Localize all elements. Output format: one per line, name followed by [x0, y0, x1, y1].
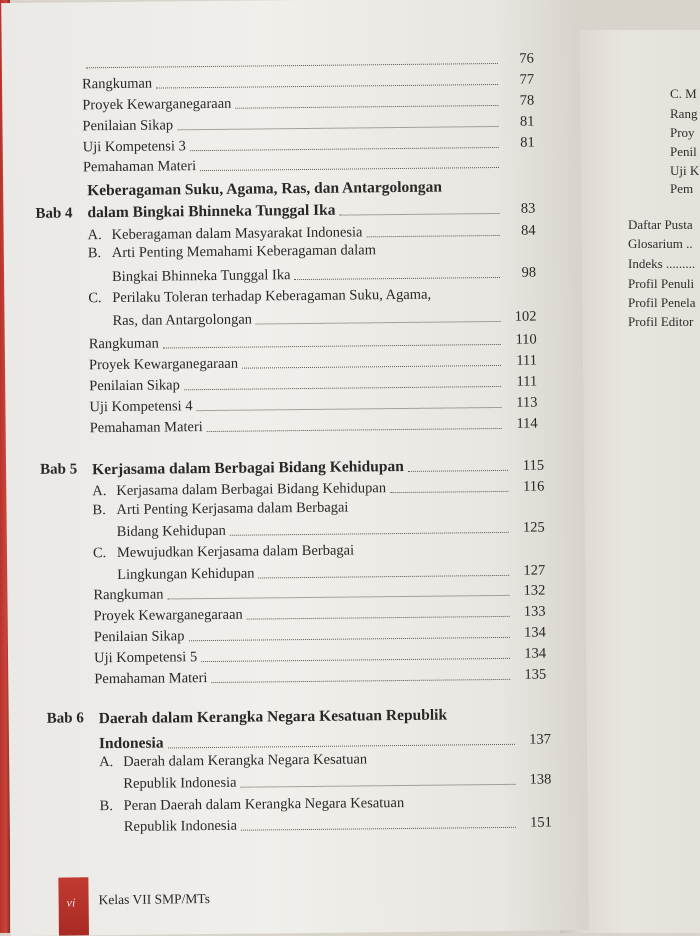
right-page-item: Uji K — [670, 163, 699, 179]
right-page-item: C. M — [670, 86, 697, 102]
toc-page-number: 133 — [516, 603, 546, 620]
section-entry: Republik Indonesia 151 — [124, 809, 552, 835]
toc-entry-label: Uji Kompetensi 3 — [83, 138, 188, 156]
section-letter: A. — [88, 227, 112, 244]
right-page-item: Glosarium .. — [628, 236, 693, 252]
section-entry — [112, 304, 536, 330]
toc-entry: Penilaian Sikap 134 — [94, 619, 546, 646]
chapter-number: Bab 6 — [47, 710, 84, 727]
footer-page-number: vi — [67, 895, 76, 910]
right-page-item: Profil Penuli — [628, 276, 694, 292]
toc-page-number: 84 — [506, 223, 536, 240]
chapter-number: Bab 4 — [35, 205, 72, 222]
chapter-title: Daerah dalam Kerangka Negara Kesatuan Republik — [99, 707, 448, 729]
footer-text: Kelas VII SMP/MTs — [99, 891, 210, 908]
section-title-line2: Ras, dan Antargolongan — [112, 312, 254, 330]
toc-page-number: 102 — [506, 309, 536, 326]
toc-page-number: 134 — [516, 645, 546, 662]
section-title: B. Peran Daerah dalam Kerangka Negara Kesatuan — [100, 795, 405, 815]
toc-entry: Uji Kompetensi 4 113 — [89, 390, 537, 417]
section-title: A. Daerah dalam Kerangka Negara Kesatuan — [99, 751, 367, 771]
toc-page-number: 151 — [522, 814, 552, 831]
toc-entry: Pemahaman Materi 135 — [94, 661, 546, 688]
toc-entry: Pemahaman Materi 114 — [90, 411, 538, 438]
section-title: C. Mewujudkan Kerjasama dalam Berbagai — [93, 543, 354, 563]
toc-entry — [83, 150, 535, 177]
toc-page-number: 81 — [505, 135, 535, 152]
right-page-item: Penil — [670, 144, 697, 160]
toc-entry-label: Penilaian Sikap — [82, 117, 175, 135]
toc-entry: Penilaian Sikap 111 — [89, 369, 537, 396]
toc-page-number: 83 — [505, 201, 535, 218]
toc-page-number: 127 — [515, 563, 545, 580]
toc-page-number: 116 — [514, 479, 544, 496]
toc-page-number: 135 — [516, 666, 546, 683]
chapter-title-line2: dalam Bingkai Bhinneka Tunggal Ika — [87, 202, 337, 223]
toc-page-number: 76 — [504, 51, 534, 68]
toc-page-number: 81 — [504, 114, 534, 131]
toc-page-number: 138 — [521, 771, 551, 788]
chapter-title: Kerjasama dalam Berbagai Bidang Kehidupan — [92, 458, 406, 479]
section-title: B. Arti Penting Memahami Keberagaman dalam — [88, 242, 376, 262]
toc-page-number: 111 — [507, 374, 537, 391]
toc-page-number: 113 — [507, 395, 537, 412]
toc-entry-label: Proyek Kewarganegaraan — [82, 96, 233, 115]
section-entry: Bidang Kehidupan 125 — [117, 515, 545, 541]
toc-page-number: 115 — [514, 458, 544, 475]
toc-page-number: 98 — [506, 265, 536, 282]
toc-page-number: 78 — [504, 93, 534, 110]
toc-page-number: 77 — [504, 72, 534, 89]
toc-page-number: 132 — [515, 583, 545, 600]
section-entry — [87, 218, 535, 245]
chapter-entry: Indonesia 137 — [99, 726, 551, 753]
toc-page-number: 111 — [507, 353, 537, 370]
toc-page-number: 114 — [508, 416, 538, 433]
right-page-item: Daftar Pusta — [628, 217, 693, 233]
toc-page-number: 137 — [521, 731, 551, 748]
toc-entry: Proyek Kewarganegaraan 133 — [93, 599, 545, 626]
chapter-title: Keberagaman Suku, Agama, Ras, dan Antargolongan — [87, 179, 442, 201]
section-entry: A. Kerjasama dalam Berbagai Bidang Kehidupan 116 — [92, 474, 544, 501]
toc-entry: Rangkuman 132 — [93, 578, 545, 605]
toc-entry: Rangkuman 110 — [89, 327, 537, 354]
right-page-item: Rang — [670, 106, 697, 122]
toc-page-number: 110 — [507, 332, 537, 349]
section-title-line2: Bingkai Bhinneka Tunggal Ika — [112, 267, 293, 286]
right-page-item: Pem — [670, 181, 693, 197]
toc-entry: Uji Kompetensi 5 134 — [94, 640, 546, 667]
toc-page-number: 134 — [516, 624, 546, 641]
chapter-number: Bab 5 — [40, 461, 77, 478]
right-page-item: Profil Editor — [628, 314, 693, 330]
section-entry — [112, 260, 536, 286]
toc-page-number: 125 — [515, 520, 545, 537]
section-title: Keberagaman dalam Masyarakat Indonesia — [112, 224, 363, 243]
right-page-item: Profil Penela — [628, 295, 696, 311]
toc-entry: Proyek Kewarganegaraan 111 — [89, 348, 537, 375]
section-title: B. Arti Penting Kerjasama dalam Berbagai — [92, 500, 348, 520]
toc-entry-label: Rangkuman — [82, 76, 154, 94]
toc-entry-label: Pemahaman Materi — [83, 158, 198, 176]
right-page-item: Proy — [670, 125, 695, 141]
book-page — [1, 0, 589, 936]
right-page-item: Indeks ......... — [628, 256, 695, 272]
section-title: C. Perilaku Toleran terhadap Keberagaman Suku, Agama, — [88, 287, 431, 308]
section-entry: Republik Indonesia 138 — [123, 766, 551, 792]
section-entry: Lingkungan Kehidupan 127 — [117, 558, 545, 584]
